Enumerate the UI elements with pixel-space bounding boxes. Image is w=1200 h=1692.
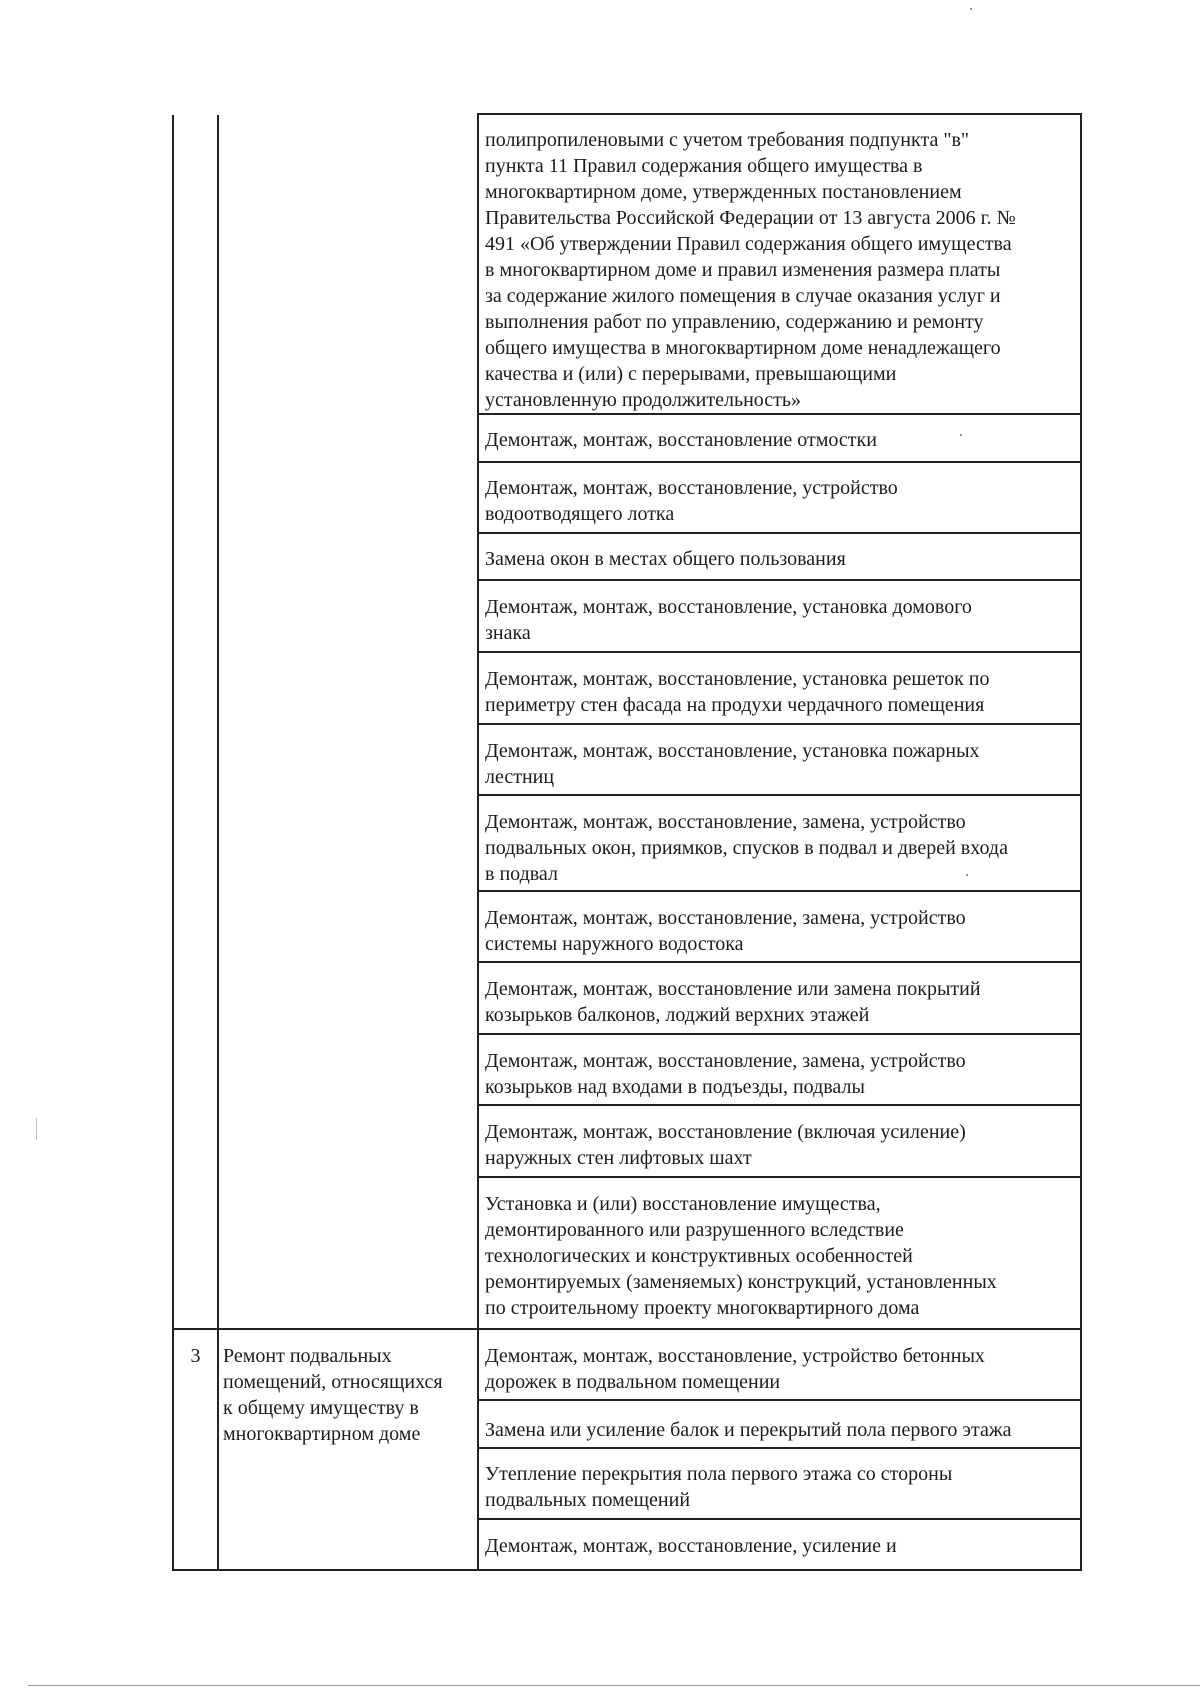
scan-speck	[960, 434, 962, 436]
section-title-text: Ремонт подвальных помещений, относящихся к общему имуществу в многоквартирном доме	[223, 1345, 443, 1445]
table-cell-work-11	[485, 1048, 1077, 1103]
row-divider	[477, 651, 1082, 653]
work-text: Демонтаж, монтаж, восстановление отмостки	[485, 429, 877, 451]
work-text: Демонтаж, монтаж, восстановление, замена, устройство системы наружного водостока	[485, 907, 966, 955]
work-text: Демонтаж, монтаж, восстановление, устройство бетонных дорожек в подвальном помещении	[485, 1345, 985, 1393]
row-divider	[477, 1104, 1082, 1106]
table-top-border	[477, 113, 1082, 115]
table-bottom-border	[172, 1569, 1082, 1571]
work-text: полипропиленовыми с учетом требования подпункта "в" пункта 11 Правил содержания общего имущества в многоквартирном доме, утвержденных постановлением Правительства Российской Федерации от 13 августа 2006 г. № 491 «Об утверждении Правил содержания общего имущества в многоквартирном доме и правил изменения размера платы за содержание жилого помещения в случае оказания услуг и выполнения работ по управлению, содержанию и ремонту общего имущества в многоквартирном доме ненадлежащего качества и (или) с перерывами, превышающими установленную продолжительность»	[485, 129, 1016, 411]
row-divider	[477, 461, 1082, 463]
scan-speck	[970, 8, 972, 10]
table-number-column-divider	[217, 115, 219, 1570]
section-3-top-border	[172, 1328, 1082, 1330]
table-cell-work-2	[485, 427, 1077, 459]
work-text: Демонтаж, монтаж, восстановление, усиление и	[485, 1535, 897, 1557]
table-title-column-divider	[477, 113, 479, 1570]
work-text: Демонтаж, монтаж, восстановление, замена, устройство подвальных окон, приямков, спусков в подвал и дверей входа в подвал	[485, 811, 1008, 885]
row-divider	[477, 579, 1082, 581]
row-divider	[477, 961, 1082, 963]
row-divider	[477, 723, 1082, 725]
scan-speck	[966, 874, 968, 876]
work-text: Демонтаж, монтаж, восстановление или замена покрытий козырьков балконов, лоджий верхних этажей	[485, 978, 981, 1026]
row-divider	[477, 1033, 1082, 1035]
table-cell-work-17	[485, 1533, 1077, 1565]
row-divider	[477, 890, 1082, 892]
row-divider	[477, 413, 1082, 415]
section-3-title	[223, 1343, 475, 1453]
work-text: Демонтаж, монтаж, восстановление, устройство водоотводящего лотка	[485, 477, 898, 525]
work-text: Демонтаж, монтаж, восстановление (включая усиление) наружных стен лифтовых шахт	[485, 1121, 966, 1169]
table-cell-work-8	[485, 809, 1077, 889]
work-text: Установка и (или) восстановление имущества, демонтированного или разрушенного вследствие технологических и конструктивных особенностей ремонтируемых (заменяемых) конструкций, установленных по строительному проекту многоквартирного дома	[485, 1193, 997, 1319]
work-text: Демонтаж, монтаж, восстановление, замена, устройство козырьков над входами в подъезды, подвалы	[485, 1050, 966, 1098]
work-text: Замена или усиление балок и перекрытий пола первого этажа	[485, 1419, 1012, 1441]
table-cell-work-10	[485, 976, 1077, 1031]
scan-speck	[36, 1118, 37, 1140]
row-divider	[477, 794, 1082, 796]
table-cell-work-6	[485, 666, 1077, 721]
row-divider	[477, 1176, 1082, 1178]
table-cell-work-15	[485, 1417, 1077, 1447]
work-text: Демонтаж, монтаж, восстановление, установка пожарных лестниц	[485, 740, 980, 788]
table-cell-work-13	[485, 1191, 1077, 1326]
work-text: Замена окон в местах общего пользования	[485, 548, 846, 570]
row-divider	[477, 1447, 1082, 1449]
scan-bottom-edge	[28, 1685, 1200, 1686]
row-divider	[477, 1399, 1082, 1401]
table-cell-work-9	[485, 905, 1077, 960]
row-divider	[477, 1518, 1082, 1520]
row-divider	[477, 532, 1082, 534]
table-cell-work-4	[485, 546, 1077, 578]
work-text: Демонтаж, монтаж, восстановление, установка решеток по периметру стен фасада на продухи чердачного помещения	[485, 668, 990, 716]
table-cell-work-14	[485, 1343, 1077, 1398]
table-cell-work-1	[485, 127, 1077, 411]
table-cell-work-12	[485, 1119, 1077, 1174]
table-cell-work-3	[485, 475, 1077, 530]
table-cell-work-5	[485, 594, 1077, 649]
table-cell-work-16	[485, 1461, 1077, 1516]
work-text: Утепление перекрытия пола первого этажа со стороны подвальных помещений	[485, 1463, 953, 1511]
section-3-number: 3	[190, 1345, 201, 1367]
work-text: Демонтаж, монтаж, восстановление, установка домового знака	[485, 596, 972, 644]
table-right-border	[1080, 113, 1082, 1570]
table-cell-work-7	[485, 738, 1077, 793]
